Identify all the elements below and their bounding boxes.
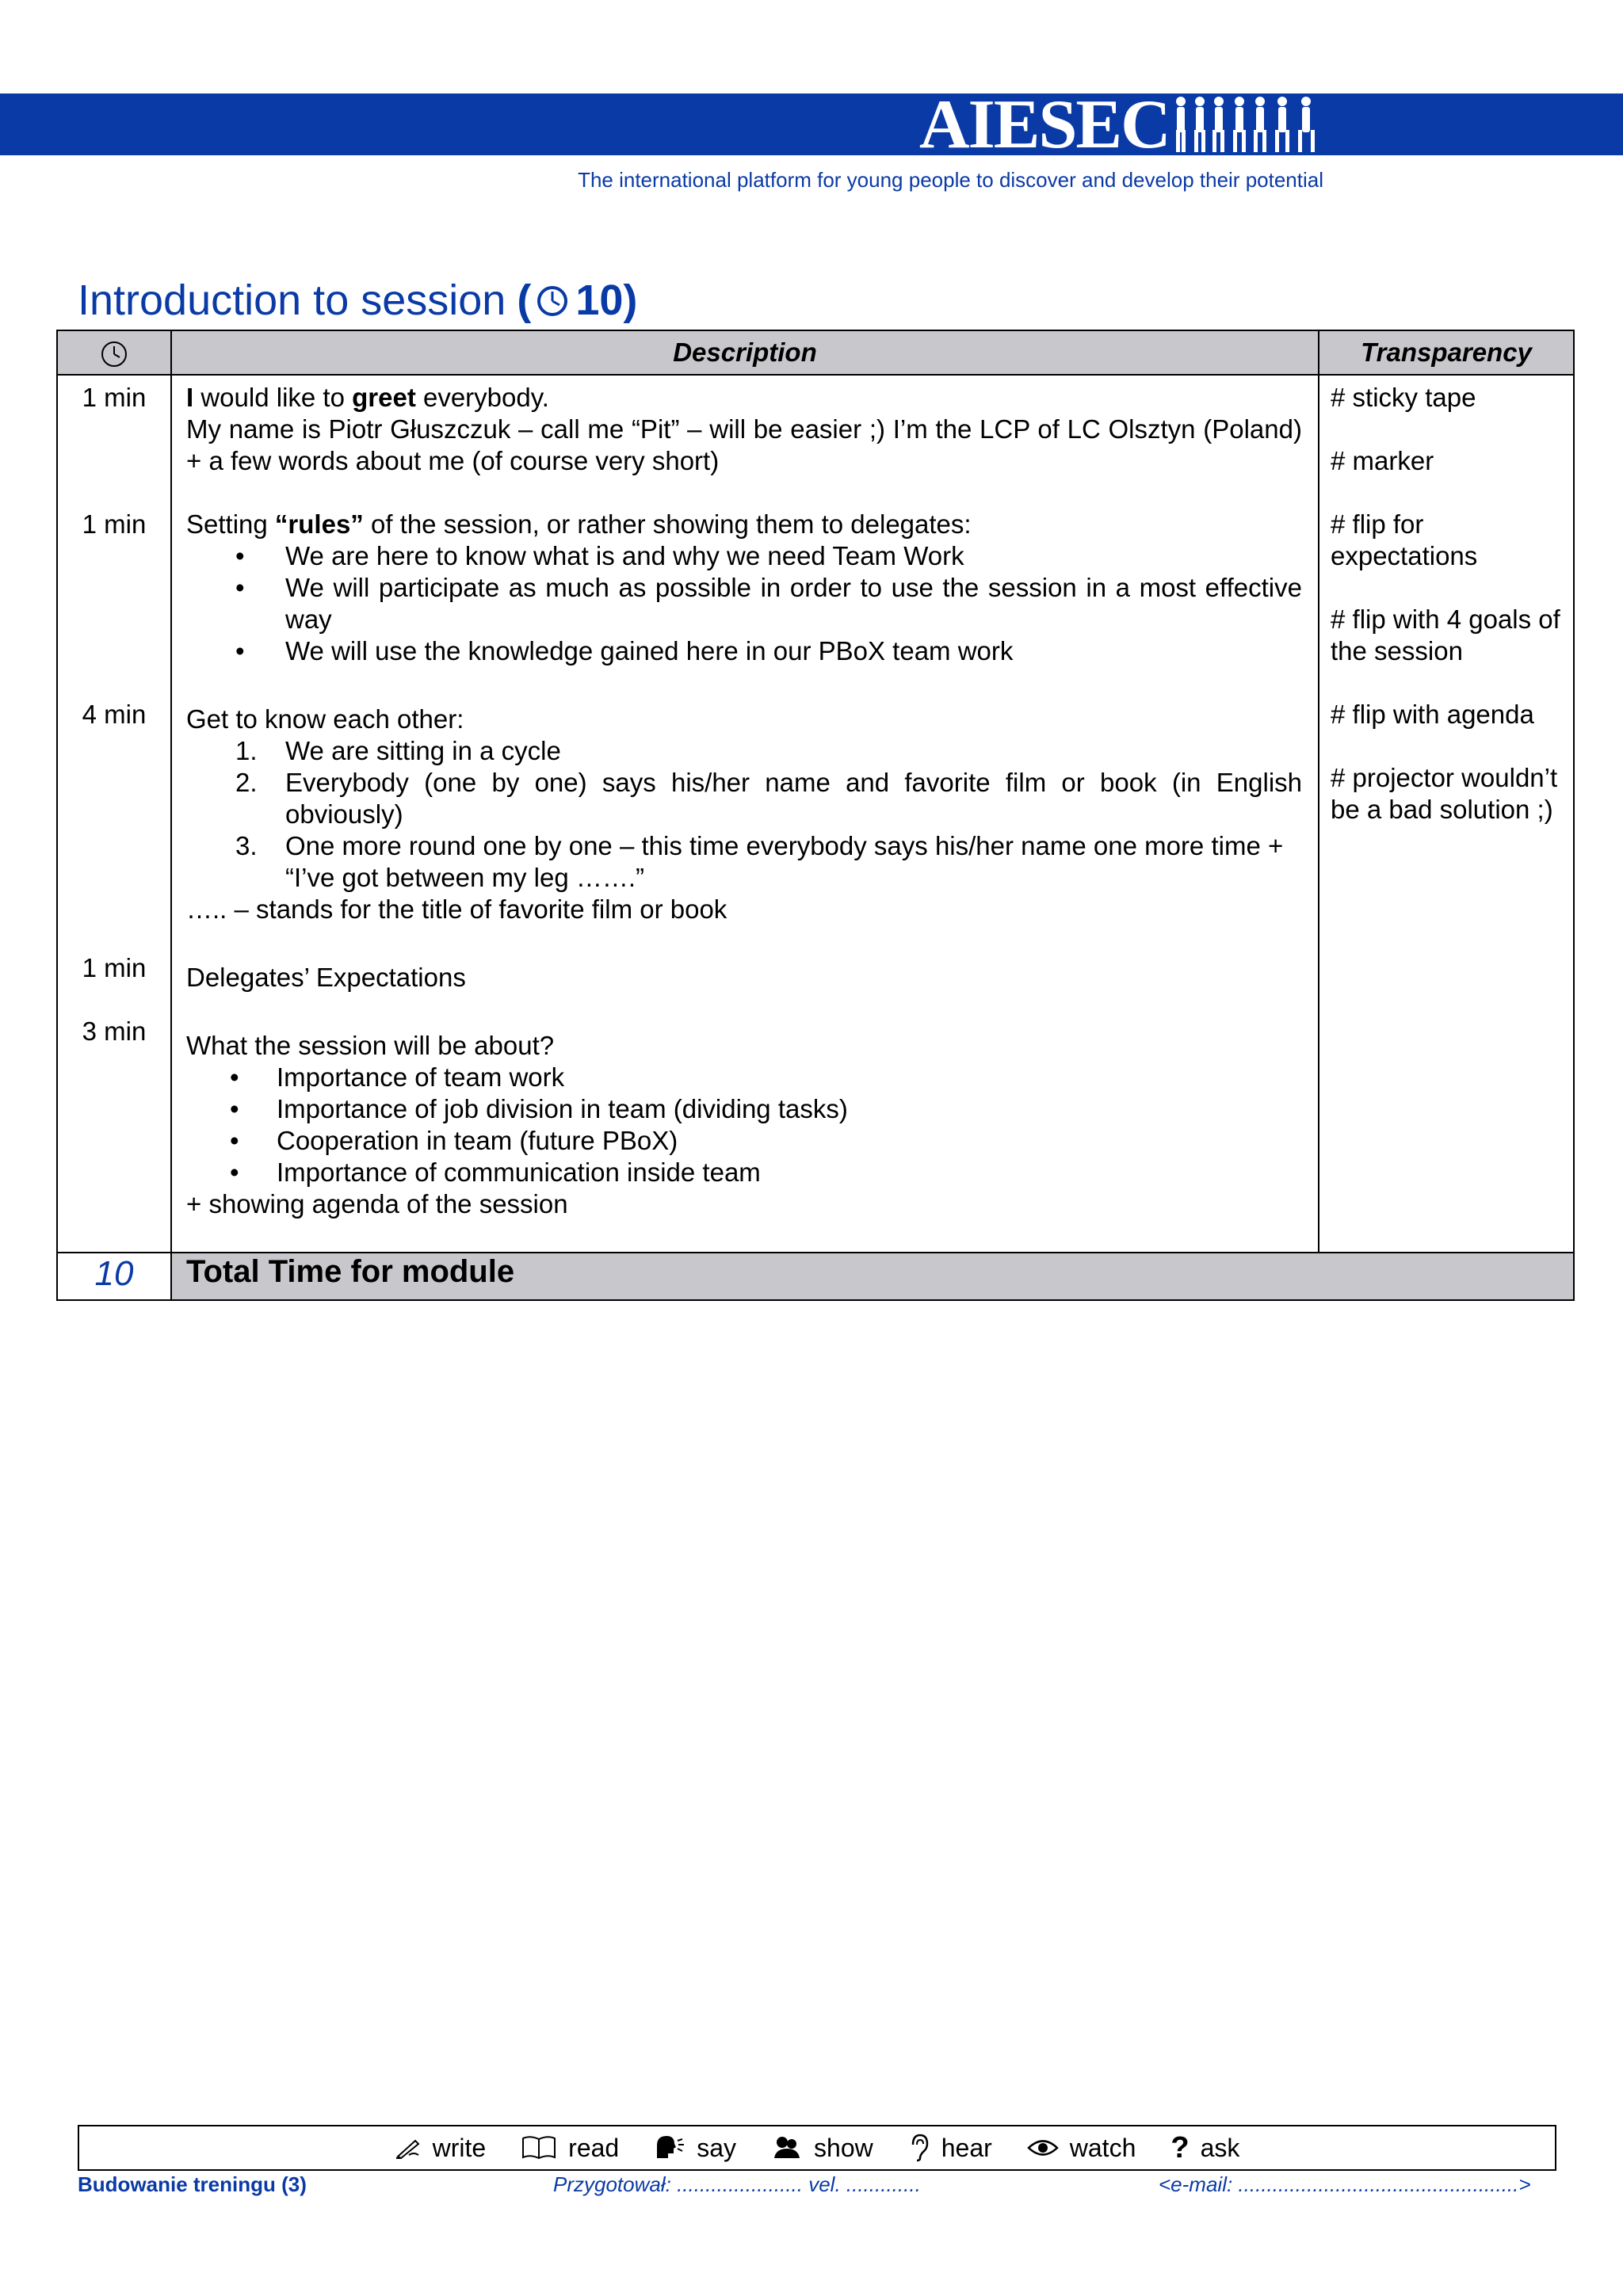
book-icon: [521, 2134, 557, 2161]
session-table: [56, 330, 1575, 1301]
legend-item-show: show: [771, 2134, 873, 2163]
aiesec-logo: [919, 86, 1320, 163]
footer-title: Budowanie treningu (3): [78, 2172, 307, 2196]
transparency-cell: [1319, 375, 1574, 1253]
table-header-row: [57, 330, 1574, 375]
transparency-item: # flip with 4 goals of the session: [1331, 605, 1560, 666]
clock-icon: [100, 340, 128, 368]
legend-item-watch: watch: [1027, 2134, 1136, 2163]
list-item: • We are here to know what is and why we need Team Work: [186, 540, 1302, 572]
list-item: • We will use the knowledge gained here in our PBoX team work: [186, 635, 1302, 667]
title-minutes: 10): [575, 277, 638, 324]
show-icon: [771, 2134, 803, 2161]
transparency-column-header: Transparency: [1319, 330, 1574, 375]
write-icon: [395, 2136, 422, 2160]
activity-list: [186, 735, 1302, 894]
time-label: 4 min: [82, 700, 147, 729]
list-item: • Importance of team work: [186, 1062, 1302, 1093]
question-icon: ?: [1170, 2130, 1190, 2164]
introduction-text: My name is Piotr Głuszczuk – call me “Pit” – will be easier ;) I’m the LCP of LC Olsztyn (Poland) + a few words about me (of course very short): [186, 414, 1302, 475]
description-column-header: Description: [171, 330, 1319, 375]
legend-item-hear: hear: [908, 2134, 992, 2163]
list-item: 2. Everybody (one by one) says his/her name and favorite film or book (in English obviously): [235, 768, 1302, 829]
note-text: ….. – stands for the title of favorite film or book: [186, 894, 727, 924]
list-item: 1. We are sitting in a cycle: [235, 736, 561, 765]
title-text: Introduction to session: [78, 277, 506, 324]
title-paren: (: [517, 277, 532, 324]
content-row: [57, 375, 1574, 1253]
transparency-item: # flip for expectations: [1331, 509, 1478, 570]
footer-email: <e-mail: .................................................>: [1159, 2172, 1531, 2196]
eye-icon: [1027, 2138, 1059, 2158]
header-band: [0, 93, 1623, 155]
ear-icon: [908, 2134, 930, 2162]
list-item: • Cooperation in team (future PBoX): [186, 1125, 1302, 1157]
logo-text: AIESEC: [919, 86, 1170, 163]
list-item: • Importance of job division in team (dividing tasks): [186, 1093, 1302, 1125]
clock-icon: [536, 284, 569, 318]
expectations-text: Delegates’ Expectations: [186, 963, 466, 992]
total-time-value: 10: [57, 1253, 171, 1300]
total-time-label: Total Time for module: [171, 1253, 1574, 1300]
rules-list: [186, 540, 1302, 667]
footer-prepared-by: Przygotował: ...................... vel. .............: [553, 2172, 921, 2196]
page-title: [78, 277, 637, 324]
method-legend: [78, 2125, 1556, 2171]
legend-item-read: read: [521, 2134, 619, 2163]
list-item: • Importance of communication inside team: [186, 1157, 1302, 1188]
legend-item-write: write: [395, 2134, 487, 2163]
time-cell: [57, 375, 171, 1253]
greet-block: I would like to greet everybody. My name is Piotr Głuszczuk – call me “Pit” – will be easier ;) I’m the LCP of LC Olsztyn (Poland) + a few words about me (of course very short): [186, 383, 1302, 475]
time-label: 1 min: [82, 509, 147, 539]
time-label: 1 min: [82, 953, 147, 982]
speaking-head-icon: [654, 2134, 685, 2161]
total-row: [57, 1253, 1574, 1300]
legend-item-say: say: [654, 2134, 736, 2163]
title-duration: [517, 277, 637, 324]
list-item: • We will participate as much as possible in order to use the session in a most effective way: [186, 572, 1302, 635]
about-block: What the session will be about? • Importance of team work • Importance of job division in team (dividing tasks) • Cooperation in team (future PBoX) • Importance of communication inside team + showing agenda of the session: [186, 1030, 1302, 1220]
transparency-item: # projector wouldn’t be a bad solution ;): [1331, 763, 1558, 824]
know-each-other-block: Get to know each other: 1. We are sitting in a cycle 2. Everybody (one by one) says his/her name and favorite film or book (in English obviously) 3. One more round one by one – this time everybody says his/her name one more time + “I’ve got between my leg …….” ….. – stands for the title of favorite film or book: [186, 704, 1302, 924]
transparency-item: # flip with agenda: [1331, 700, 1534, 729]
tagline: The international platform for young people to discover and develop their potential: [578, 168, 1323, 192]
legend-item-ask: ? ask: [1170, 2130, 1240, 2164]
rules-block: Setting “rules” of the session, or rather showing them to delegates: • We are here to know what is and why we need Team Work • We will participate as much as possible in order to use the session in a most effective way • We will use the knowledge gained here in our PBoX team work: [186, 509, 1302, 667]
time-label: 3 min: [82, 1016, 147, 1046]
time-column-header: [57, 330, 171, 375]
people-icon: [1173, 95, 1320, 154]
about-list: [186, 1062, 1302, 1188]
transparency-item: # marker: [1331, 446, 1434, 475]
list-item: 3. One more round one by one – this time everybody says his/her name one more time + “I’ve got between my leg …….”: [235, 831, 1284, 892]
time-label: 1 min: [82, 383, 147, 412]
description-cell: [171, 375, 1319, 1253]
transparency-item: # sticky tape: [1331, 383, 1476, 412]
